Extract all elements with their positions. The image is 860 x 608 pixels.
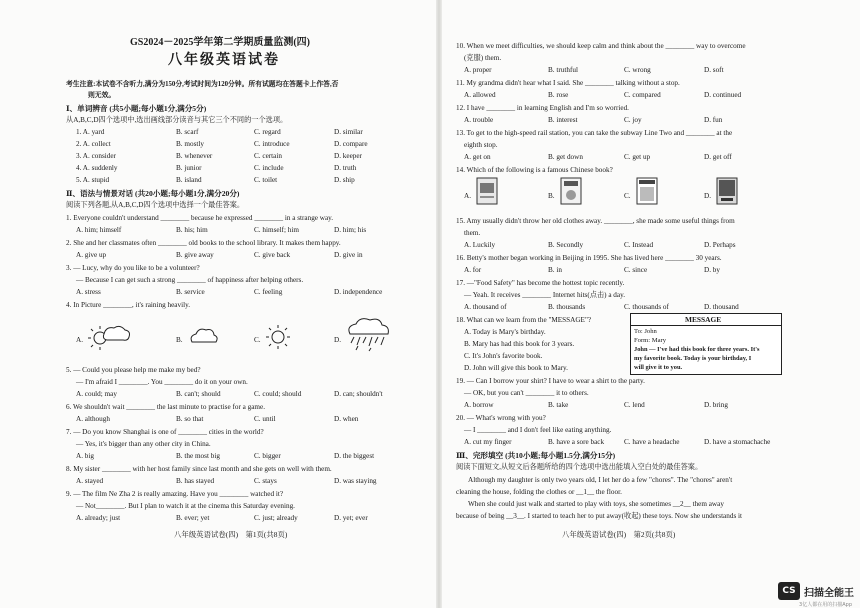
q12-opt-a: A. trouble xyxy=(464,116,494,124)
q1-opt-a: A. him; himself xyxy=(76,226,122,234)
q7-stem-1: 7. — Do you know Shanghai is one of ________ cities in the world? xyxy=(66,428,264,436)
q5-stem-2: — I'm afraid I ________. You ________ do it on your own. xyxy=(76,378,248,386)
phon-4c: C. include xyxy=(254,164,284,172)
q5-opt-b: B. can't; should xyxy=(176,390,221,398)
q18-opt-c: C. It's John's favorite book. xyxy=(464,352,543,360)
q15-opt-a: A. Luckily xyxy=(464,241,496,249)
q13-stem-2: eighth stop. xyxy=(464,141,498,149)
q14-opt-a: A. xyxy=(464,192,471,200)
q9-opt-c: C. just; already xyxy=(254,514,298,522)
book-cover-c-icon xyxy=(636,177,658,205)
q15-opt-c: C. Instead xyxy=(624,241,654,249)
phon-4a: 4. A. suddenly xyxy=(76,164,118,172)
q3-stem-2: — Because I can get such a strong ________ of happiness after helping others. xyxy=(76,276,304,284)
q11-opt-b: B. rose xyxy=(548,91,569,99)
q8-opt-c: C. stays xyxy=(254,477,277,485)
q18-opt-b: B. Mary has had this book for 3 years. xyxy=(464,340,575,348)
phon-2d: D. compare xyxy=(334,140,368,148)
book-cover-a-icon xyxy=(476,177,498,205)
q16-opt-a: A. for xyxy=(464,266,482,274)
q3-opt-d: D. independence xyxy=(334,288,383,296)
q10-stem-1: 10. When we meet difficulties, we should keep calm and think about the ________ way to overcome xyxy=(456,42,746,50)
q2-opt-a: A. give up xyxy=(76,251,107,259)
q11-stem: 11. My grandma didn't hear what I said. She ________ talking without a stop. xyxy=(456,79,680,87)
phon-4d: D. truth xyxy=(334,164,357,172)
q17-opt-b: B. thousands xyxy=(548,303,586,311)
passage-line-2: cleaning the house, folding the clothes or __1__ the floor. xyxy=(456,488,622,496)
q1-opt-b: B. his; him xyxy=(176,226,208,234)
q10-opt-b: B. truthful xyxy=(548,66,578,74)
message-box xyxy=(630,313,782,375)
q9-stem-1: 9. — The film Ne Zha 2 is really amazing. Have you ________ watched it? xyxy=(66,490,284,498)
q6-opt-c: C. until xyxy=(254,415,276,423)
phon-2c: C. introduce xyxy=(254,140,290,148)
q17-stem-1: 17. —"Food Safety" has become the hottest topic recently. xyxy=(456,279,625,287)
q17-opt-c: C. thousands of xyxy=(624,303,669,311)
q16-opt-b: B. in xyxy=(548,266,562,274)
scanner-tagline: 3亿人都在用的扫描App xyxy=(799,602,852,608)
notice-line-2: 则无效。 xyxy=(88,92,116,99)
heavy-rain-icon xyxy=(344,318,394,352)
q12-opt-d: D. fun xyxy=(704,116,723,124)
q15-stem-2: them. xyxy=(464,229,481,237)
q13-opt-c: C. get up xyxy=(624,153,651,161)
q14-stem: 14. Which of the following is a famous Chinese book? xyxy=(456,166,613,174)
q19-stem-1: 19. — Can I borrow your shirt? I have to wear a shirt to the party. xyxy=(456,377,645,385)
phon-1b: B. scarf xyxy=(176,128,199,136)
q10-opt-a: A. proper xyxy=(464,66,492,74)
book-cover-b-icon xyxy=(560,177,582,205)
q7-opt-a: A. big xyxy=(76,452,94,460)
q12-opt-b: B. interest xyxy=(548,116,578,124)
q6-opt-a: A. although xyxy=(76,415,110,423)
exam-title: GS2024－2025学年第二学期质量监测(四) xyxy=(130,37,310,48)
q8-opt-b: B. has stayed xyxy=(176,477,215,485)
q20-opt-b: B. have a sore back xyxy=(548,438,605,446)
q13-opt-d: D. get off xyxy=(704,153,732,161)
q18-opt-a: A. Today is Mary's birthday. xyxy=(464,328,546,336)
phon-5b: B. island xyxy=(176,176,202,184)
q6-stem: 6. We shouldn't wait ________ the last minute to practise for a game. xyxy=(66,403,265,411)
q5-opt-a: A. could; may xyxy=(76,390,117,398)
q20-opt-a: A. cut my finger xyxy=(464,438,512,446)
phon-3b: B. whenever xyxy=(176,152,213,160)
page-1 xyxy=(66,0,431,608)
q4-stem: 4. In Picture ________, it's raining heavily. xyxy=(66,301,190,309)
q19-opt-c: C. lend xyxy=(624,401,645,409)
section-2-heading: Ⅱ、语法与情景对话 (共20小题;每小题1分,满分20分) xyxy=(66,189,240,198)
sun-icon xyxy=(264,324,292,350)
q6-opt-b: B. so that xyxy=(176,415,204,423)
q8-opt-a: A. stayed xyxy=(76,477,104,485)
q5-opt-d: D. can; shouldn't xyxy=(334,390,383,398)
q20-opt-c: C. have a headache xyxy=(624,438,680,446)
scanner-app-name: 扫描全能王 xyxy=(804,587,854,599)
phon-4b: B. junior xyxy=(176,164,202,172)
q9-stem-2: — Not________. But I plan to watch it at the cinema this Saturday evening. xyxy=(76,502,295,510)
q19-stem-2: — OK, but you can't ________ it to others. xyxy=(464,389,589,397)
phon-1a: 1. A. yard xyxy=(76,128,105,136)
q4-opt-d: D. xyxy=(334,336,341,344)
scanner-logo-icon: CS xyxy=(778,582,800,600)
phon-3a: 3. A. consider xyxy=(76,152,116,160)
page-fold xyxy=(436,0,442,608)
q13-opt-a: A. get on xyxy=(464,153,491,161)
phon-1c: C. regard xyxy=(254,128,281,136)
phon-1d: D. similar xyxy=(334,128,363,136)
q20-opt-d: D. have a stomachache xyxy=(704,438,771,446)
phon-5d: D. ship xyxy=(334,176,355,184)
phon-2b: B. mostly xyxy=(176,140,204,148)
q14-opt-b: B. xyxy=(548,192,555,200)
section-2-instruction: 阅读下列各题,从A,B,C,D四个选项中选择一个最佳答案。 xyxy=(66,201,245,209)
q5-opt-c: C. could; should xyxy=(254,390,302,398)
q19-opt-a: A. borrow xyxy=(464,401,494,409)
q10-opt-c: C. wrong xyxy=(624,66,651,74)
message-body-2: my favorite book. Today is your birthday, I xyxy=(634,355,752,362)
passage-line-4: because of being __3__. I started to teach her to put away(收起) these toys. Now she understands it xyxy=(456,512,743,520)
section-3-heading: Ⅲ、完形填空 (共10小题;每小题1.5分,满分15分) xyxy=(456,451,616,460)
q12-opt-c: C. joy xyxy=(624,116,642,124)
q7-opt-c: C. bigger xyxy=(254,452,281,460)
q18-opt-d: D. John will give this book to Mary. xyxy=(464,364,568,372)
q11-opt-a: A. allowed xyxy=(464,91,496,99)
message-to: To: John xyxy=(634,328,657,335)
q16-opt-d: D. by xyxy=(704,266,720,274)
q2-opt-c: C. give back xyxy=(254,251,291,259)
q19-opt-b: B. take xyxy=(548,401,569,409)
phon-5a: 5. A. stupid xyxy=(76,176,110,184)
q20-stem-1: 20. — What's wrong with you? xyxy=(456,414,546,422)
q16-stem: 16. Betty's mother began working in Beijing in 1995. She has lived here ________ 30 years. xyxy=(456,254,722,262)
phon-2a: 2. A. collect xyxy=(76,140,111,148)
page-2 xyxy=(450,0,800,608)
q17-stem-2: — Yeah. It receives ________ Internet hits(点击) a day. xyxy=(464,291,626,299)
q10-opt-d: D. soft xyxy=(704,66,724,74)
phon-3c: C. certain xyxy=(254,152,282,160)
message-divider xyxy=(631,325,781,326)
q15-opt-d: D. Perhaps xyxy=(704,241,736,249)
passage-line-1: Although my daughter is only two years old, I let her do a few "chores". The "chores" aren't xyxy=(468,476,733,484)
phon-5c: C. toilet xyxy=(254,176,278,184)
q10-stem-2: (克服) them. xyxy=(464,54,502,62)
q20-stem-2: — I ________ and I don't feel like eating anything. xyxy=(464,426,612,434)
q13-stem-1: 13. To get to the high-speed rail station, you can take the subway Line Two and ________ at the xyxy=(456,129,733,137)
q14-opt-d: D. xyxy=(704,192,711,200)
message-from: Form: Mary xyxy=(634,337,667,344)
q4-opt-a: A. xyxy=(76,336,83,344)
q7-stem-2: — Yes, it's bigger than any other city in China. xyxy=(76,440,211,448)
q9-opt-b: B. ever; yet xyxy=(176,514,210,522)
message-body-3: will give it to you. xyxy=(634,364,683,371)
book-cover-d-icon xyxy=(716,177,738,205)
message-body-1: John — I've had this book for three years. It's xyxy=(634,346,760,353)
q7-opt-d: D. the biggest xyxy=(334,452,375,460)
q3-opt-c: C. feeling xyxy=(254,288,283,296)
q18-stem: 18. What can we learn from the "MESSAGE"? xyxy=(456,316,592,324)
q16-opt-c: C. since xyxy=(624,266,648,274)
section-3-instruction: 阅读下面短文,从短文后各题所给的四个选项中选出能填入空白处的最佳答案。 xyxy=(456,463,703,471)
q2-opt-b: B. give away xyxy=(176,251,214,259)
section-1-heading: Ⅰ、单词辨音 (共5小题;每小题1分,满分5分) xyxy=(66,104,207,113)
passage-line-3: When she could just walk and started to play with toys, she sometimes __2__ them away xyxy=(468,500,724,508)
section-1-instruction: 从A,B,C,D四个选项中,选出画线部分读音与其它三个不同的一个选项。 xyxy=(66,116,288,124)
q2-stem: 2. She and her classmates often ________ old books to the school library. It makes them happy. xyxy=(66,239,341,247)
q15-stem-1: 15. Amy usually didn't throw her old clothes away. ________, she made some useful things from xyxy=(456,217,735,225)
q3-opt-a: A. stress xyxy=(76,288,101,296)
q11-opt-c: C. compared xyxy=(624,91,661,99)
q11-opt-d: D. continued xyxy=(704,91,742,99)
q8-stem: 8. My sister ________ with her host family since last month and she gets on well with them. xyxy=(66,465,332,473)
exam-subtitle: 八年级英语试卷 xyxy=(168,53,280,68)
q9-opt-d: D. yet; ever xyxy=(334,514,368,522)
q15-opt-b: B. Secondly xyxy=(548,241,584,249)
q1-opt-d: D. him; his xyxy=(334,226,367,234)
q1-stem: 1. Everyone couldn't understand ________ because he expressed ________ in a strange way. xyxy=(66,214,334,222)
scanner-watermark xyxy=(778,582,854,600)
q17-opt-a: A. thousand of xyxy=(464,303,507,311)
q14-opt-c: C. xyxy=(624,192,631,200)
q6-opt-d: D. when xyxy=(334,415,359,423)
q17-opt-d: D. thousand xyxy=(704,303,739,311)
q9-opt-a: A. already; just xyxy=(76,514,121,522)
q5-stem-1: 5. — Could you please help me make my bed? xyxy=(66,366,201,374)
phon-3d: D. keeper xyxy=(334,152,362,160)
q2-opt-d: D. give in xyxy=(334,251,363,259)
q4-opt-c: C. xyxy=(254,336,261,344)
q3-opt-b: B. service xyxy=(176,288,205,296)
cloud-icon xyxy=(188,326,218,348)
q13-opt-b: B. get down xyxy=(548,153,583,161)
q19-opt-d: D. bring xyxy=(704,401,728,409)
page-1-footer: 八年级英语试卷(四) 第1页(共8页) xyxy=(174,530,288,539)
q7-opt-b: B. the most big xyxy=(176,452,220,460)
q8-opt-d: D. was staying xyxy=(334,477,377,485)
q1-opt-c: C. himself; him xyxy=(254,226,299,234)
q3-stem-1: 3. — Lucy, why do you like to be a volunteer? xyxy=(66,264,200,272)
q12-stem: 12. I have ________ in learning English and I'm so worried. xyxy=(456,104,629,112)
q4-opt-b: B. xyxy=(176,336,183,344)
notice-line-1: 考生注意:本试卷不含听力,满分为150分,考试时间为120分钟。所有试题均在答题卡上作答,否 xyxy=(66,81,339,88)
page-2-footer: 八年级英语试卷(四) 第2页(共8页) xyxy=(562,530,676,539)
sunny-cloud-icon xyxy=(88,320,132,354)
message-title: MESSAGE xyxy=(685,315,722,324)
